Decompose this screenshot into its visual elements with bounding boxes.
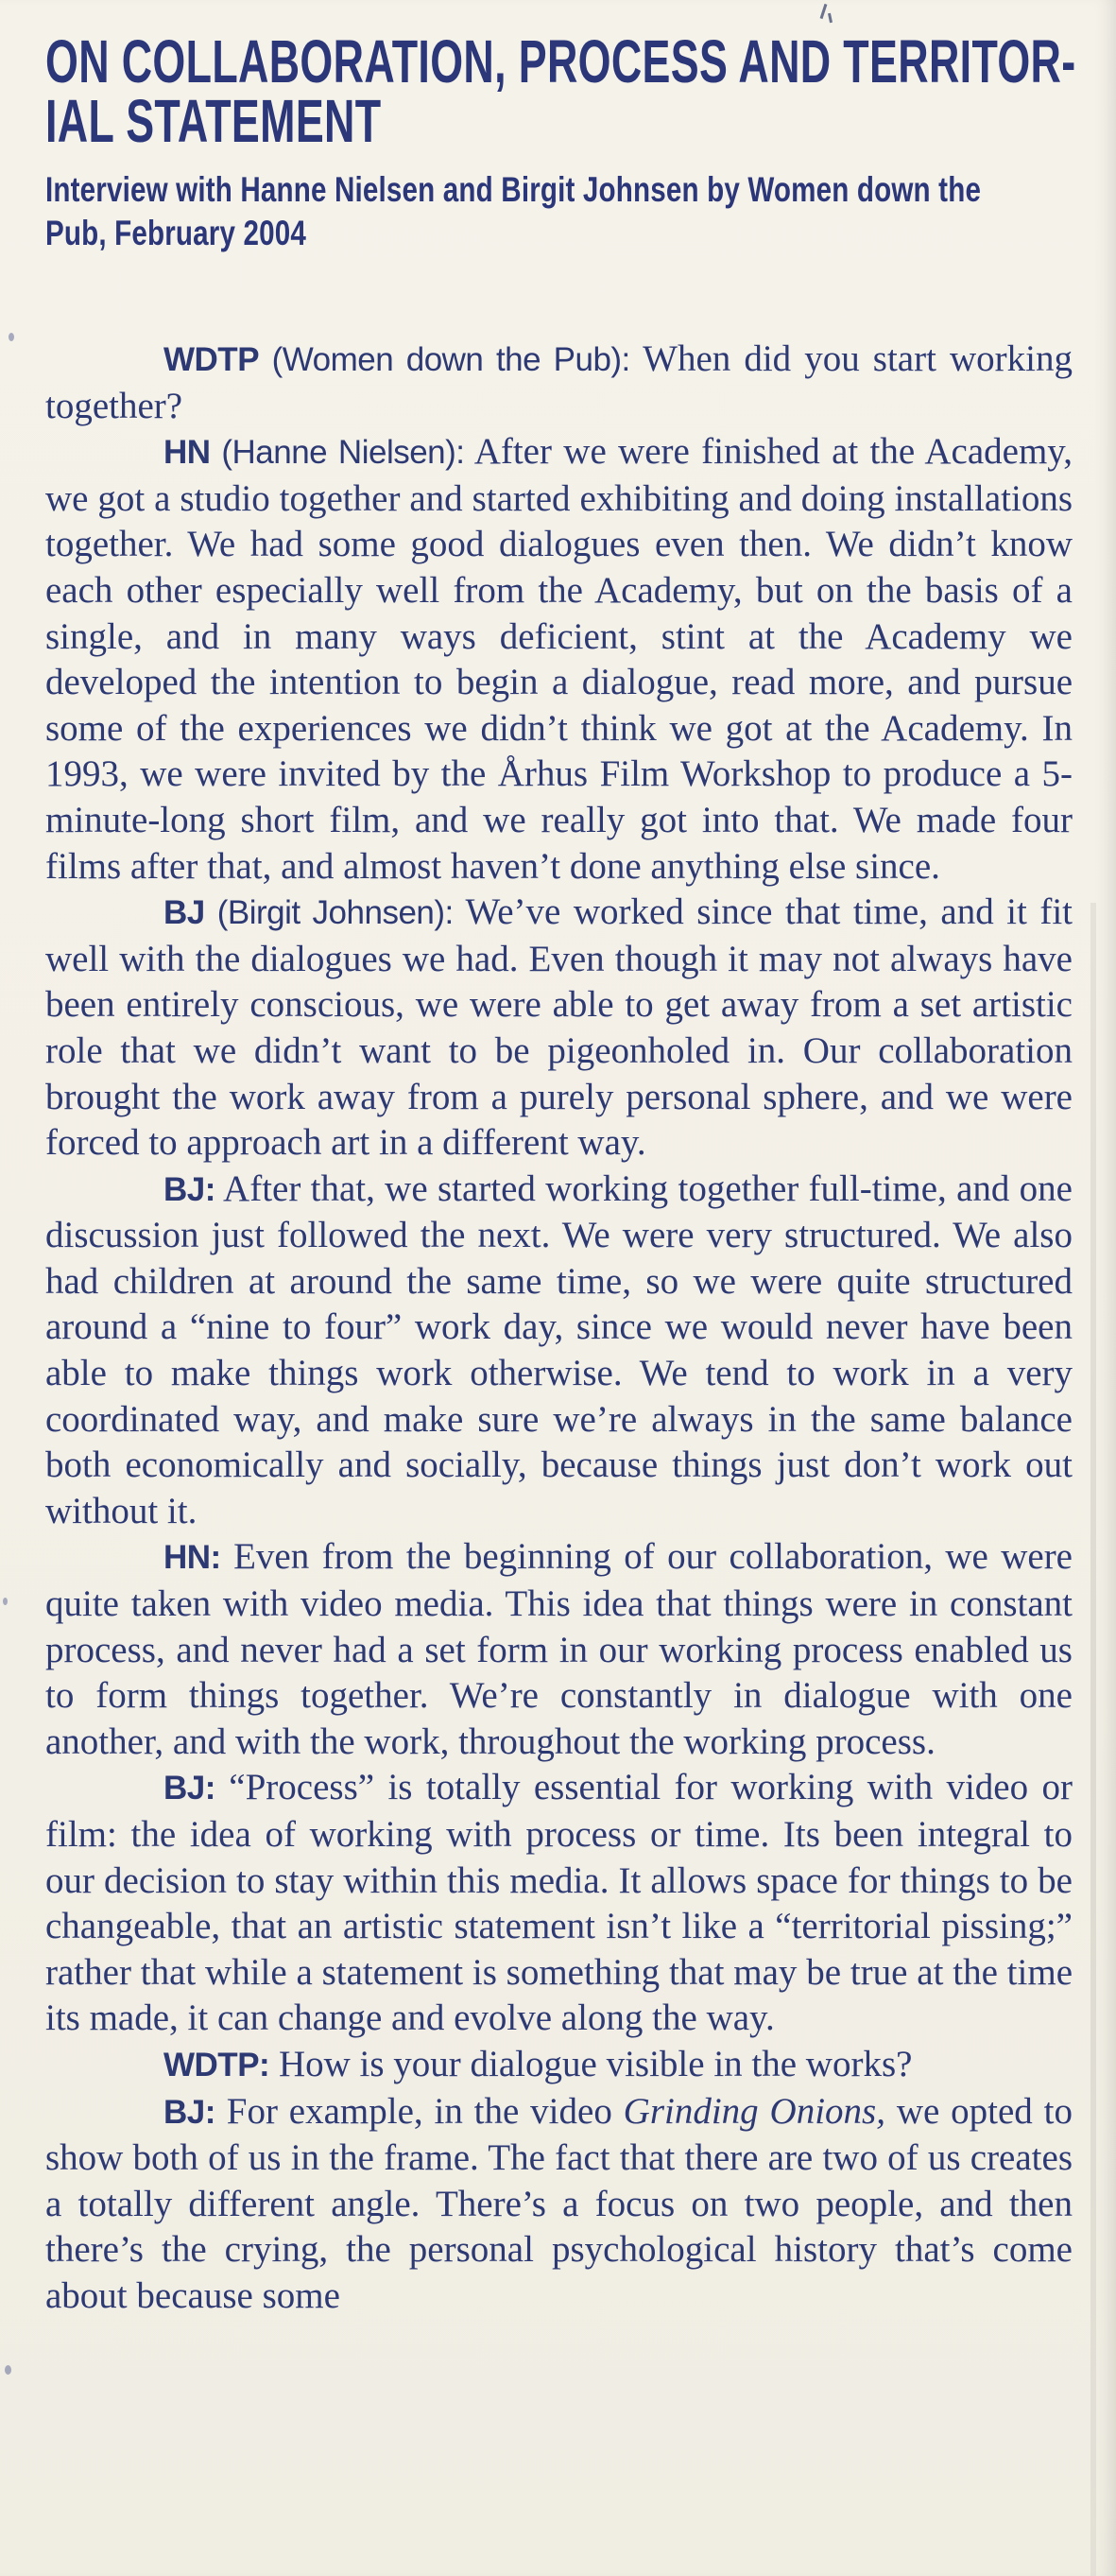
scan-artifact-speck (5, 2365, 11, 2375)
interview-paragraph-hn-answer-1 (45, 429, 1073, 890)
paragraph-text: We’ve worked since that time, and it fit well with the dialogues we had. Even though it may not always have been entirely conscious, we were able to get away from a set artistic role that we didn’t want to be pigeonholed in. Our collaboration brought the work away from a purely personal sphere, and we were forced to approach art in a different way. (45, 891, 1073, 1164)
article-title-line-2: IAL STATEMENT (45, 87, 382, 155)
paragraph-text: “Process” is totally essential for working with video or film: the idea of working with process or time. Its been integral to our decision to stay within this media. It allows space for things to be changeable, that an artistic statement isn’t like a “territorial pissing;” rather that while a statement is something that may be true at the time its made, it can change and evolve along the way. (45, 1767, 1073, 2039)
article-subtitle-line-1: Interview with Hanne Nielsen and Birgit Johnsen by Women down the (45, 170, 982, 209)
video-title-italic: Grinding Onions, (623, 2090, 885, 2132)
speaker-label: BJ (163, 894, 205, 932)
interview-paragraph-wdtp-question-1 (45, 337, 1073, 429)
speaker-label: BJ: (163, 1770, 215, 1807)
speaker-label: HN: (163, 1539, 221, 1577)
article-subtitle-line-2: Pub, February 2004 (45, 214, 306, 252)
paragraph-text: When did you start working together? (45, 338, 1073, 426)
scan-artifact-speck (3, 1598, 8, 1605)
scan-artifact-streak (1090, 903, 1096, 2576)
interview-paragraph-hn-answer-2 (45, 1534, 1073, 1765)
speaker-label: WDTP (163, 341, 260, 378)
speaker-label: WDTP: (163, 2046, 270, 2083)
scan-artifact-pencil-mark (816, 2, 837, 30)
interview-paragraph-bj-answer-4 (45, 2089, 1073, 2320)
article-title (45, 27, 1076, 155)
article-subtitle (45, 168, 1073, 255)
speaker-fullname: (Hanne Nielsen): (210, 434, 465, 472)
article-title-line-1: ON COLLABORATION, PROCESS AND TERRITOR- (45, 27, 1076, 95)
interview-paragraph-wdtp-question-2 (45, 2042, 1073, 2089)
scan-artifact-speck (9, 333, 14, 341)
speaker-label: BJ: (163, 2093, 215, 2131)
interview-paragraph-bj-answer-3 (45, 1765, 1073, 2042)
interview-paragraph-bj-answer-2 (45, 1167, 1073, 1535)
speaker-fullname: (Birgit Johnsen): (204, 894, 454, 932)
speaker-label: HN (163, 434, 211, 472)
paragraph-text: Even from the beginning of our collaboration, we were quite taken with video media. This idea that things were in constant process, and never had a set form in our working process enabled us to form things together. We’re constantly in dialogue with one another, and with the work, throughout the working process. (45, 1536, 1073, 1762)
speaker-fullname: (Women down the Pub): (259, 341, 630, 378)
paragraph-text: we opted to show both of us in the frame. The fact that there are two of us creates a totally different angle. There’s a focus on two people, and then there’s the crying, the personal psychological history that’s come about because some (45, 2090, 1073, 2316)
paragraph-text: After we were finished at the Academy, we got a studio together and started exhibiting and doing installations together. We had some good dialogues even then. We didn’t know each other especially well from the Academy, but on the basis of a single, and in many ways deficient, stint at the Academy we developed the intention to begin a dialogue, read more, and pursue some of the experiences we didn’t think we got at the Academy. In 1993, we were invited by the Århus Film Workshop to produce a 5-minute-long short film, and we really got into that. We made four films after that, and almost haven’t done anything else since. (45, 431, 1073, 887)
interview-paragraph-bj-answer-1 (45, 890, 1073, 1167)
interview-body (45, 337, 1073, 2320)
speaker-label: BJ: (163, 1170, 215, 1208)
paragraph-text: For example, in the video (215, 2090, 624, 2132)
paragraph-text: After that, we started working together full-time, and one discussion just followed the next. We were very structured. We also had children at around the same time, so we were quite structured around a “nine to four” work day, since we would never have been able to make things work otherwise. We tend to work in a very coordinated way, and make sure we’re always in the same balance both economically and socially, because things just don’t work out without it. (45, 1167, 1073, 1531)
paragraph-text: How is your dialogue visible in the works? (269, 2043, 913, 2084)
